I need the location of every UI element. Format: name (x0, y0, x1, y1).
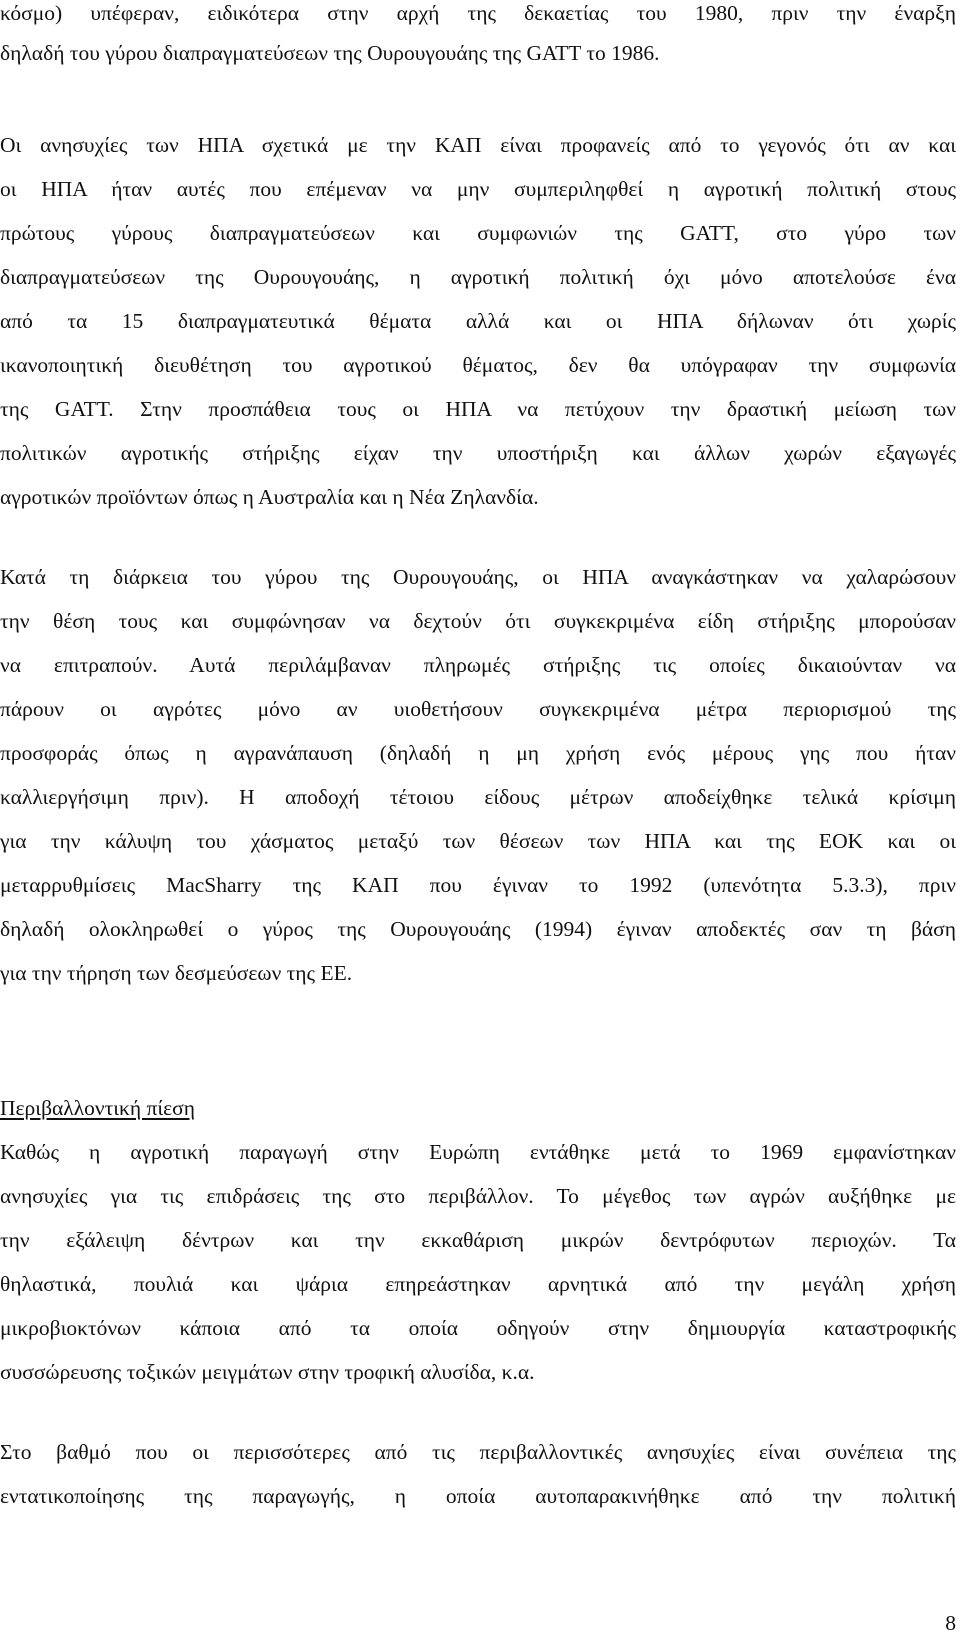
text-line: δηλαδή του γύρου διαπραγματεύσεων της Ουρουγουάης της GATT το 1986. (0, 41, 660, 65)
section-heading: Περιβαλλοντική πίεση (0, 1096, 195, 1120)
text-line: εντατικοποίησης της παραγωγής, η οποία αυτοπαρακινήθηκε από την πολιτική (0, 1484, 956, 1508)
text-line: πρώτους γύρους διαπραγματεύσεων και συμφωνιών της GATT, στο γύρο των (0, 221, 956, 245)
text-line: ικανοποιητική διευθέτηση του αγροτικού θέματος, δεν θα υπόγραφαν την συμφωνία (0, 353, 956, 377)
text-line: καλλιεργήσιμη πριν). Η αποδοχή τέτοιου είδους μέτρων αποδείχθηκε τελικά κρίσιμη (0, 785, 956, 809)
text-line: μικροβιοκτόνων κάποια από τα οποία οδηγούν στην δημιουργία καταστροφικής (0, 1316, 956, 1340)
text-line: θηλαστικά, πουλιά και ψάρια επηρεάστηκαν αρνητικά από την μεγάλη χρήση (0, 1272, 956, 1296)
text-line: να επιτραπούν. Αυτά περιλάμβαναν πληρωμές στήριξης τις οποίες δικαιούνταν να (0, 653, 956, 677)
text-line: για την τήρηση των δεσμεύσεων της ΕΕ. (0, 961, 353, 985)
text-line: κόσμο) υπέφεραν, ειδικότερα στην αρχή της δεκαετίας του 1980, πριν την έναρξη (0, 1, 956, 25)
text-line: διαπραγματεύσεων της Ουρουγουάης, η αγροτική πολιτική όχι μόνο αποτελούσε ένα (0, 265, 956, 289)
text-line: την εξάλειψη δέντρων και την εκκαθάριση μικρών δεντρόφυτων περιοχών. Τα (0, 1228, 956, 1252)
text-line: αγροτικών προϊόντων όπως η Αυστραλία και η Νέα Ζηλανδία. (0, 485, 539, 509)
text-line: προσφοράς όπως η αγρανάπαυση (δηλαδή η μη χρήση ενός μέρους γης που ήταν (0, 741, 956, 765)
text-line: Κατά τη διάρκεια του γύρου της Ουρουγουάης, οι ΗΠΑ αναγκάστηκαν να χαλαρώσουν (0, 565, 956, 589)
text-line: την θέση τους και συμφώνησαν να δεχτούν ότι συγκεκριμένα είδη στήριξης μπορούσαν (0, 609, 956, 633)
text-line: πάρουν οι αγρότες μόνο αν υιοθετήσουν συγκεκριμένα μέτρα περιορισμού της (0, 697, 956, 721)
text-line: της GATT. Στην προσπάθεια τους οι ΗΠΑ να πετύχουν την δραστική μείωση των (0, 397, 956, 421)
text-line: Στο βαθμό που οι περισσότερες από τις περιβαλλοντικές ανησυχίες είναι συνέπεια της (0, 1440, 956, 1464)
text-line: Οι ανησυχίες των ΗΠΑ σχετικά με την ΚΑΠ είναι προφανείς από το γεγονός ότι αν και (0, 133, 956, 157)
text-line: πολιτικών αγροτικής στήριξης είχαν την υποστήριξη και άλλων χωρών εξαγωγές (0, 441, 956, 465)
text-line: δηλαδή ολοκληρωθεί ο γύρος της Ουρουγουάης (1994) έγιναν αποδεκτές σαν τη βάση (0, 917, 956, 941)
text-line: μεταρρυθμίσεις MacSharry της ΚΑΠ που έγιναν το 1992 (υπενότητα 5.3.3), πριν (0, 873, 956, 897)
text-line: Καθώς η αγροτική παραγωγή στην Ευρώπη εντάθηκε μετά το 1969 εμφανίστηκαν (0, 1140, 956, 1164)
text-line: για την κάλυψη του χάσματος μεταξύ των θέσεων των ΗΠΑ και της ΕΟΚ και οι (0, 829, 956, 853)
page-number: 8 (945, 1611, 956, 1635)
text-line: από τα 15 διαπραγματευτικά θέματα αλλά και οι ΗΠΑ δήλωναν ότι χωρίς (0, 309, 956, 333)
text-line: ανησυχίες για τις επιδράσεις της στο περιβάλλον. Το μέγεθος των αγρών αυξήθηκε με (0, 1184, 956, 1208)
text-line: οι ΗΠΑ ήταν αυτές που επέμεναν να μην συμπεριληφθεί η αγροτική πολιτική στους (0, 177, 956, 201)
text-line: συσσώρευσης τοξικών μειγμάτων στην τροφική αλυσίδα, κ.α. (0, 1360, 535, 1384)
